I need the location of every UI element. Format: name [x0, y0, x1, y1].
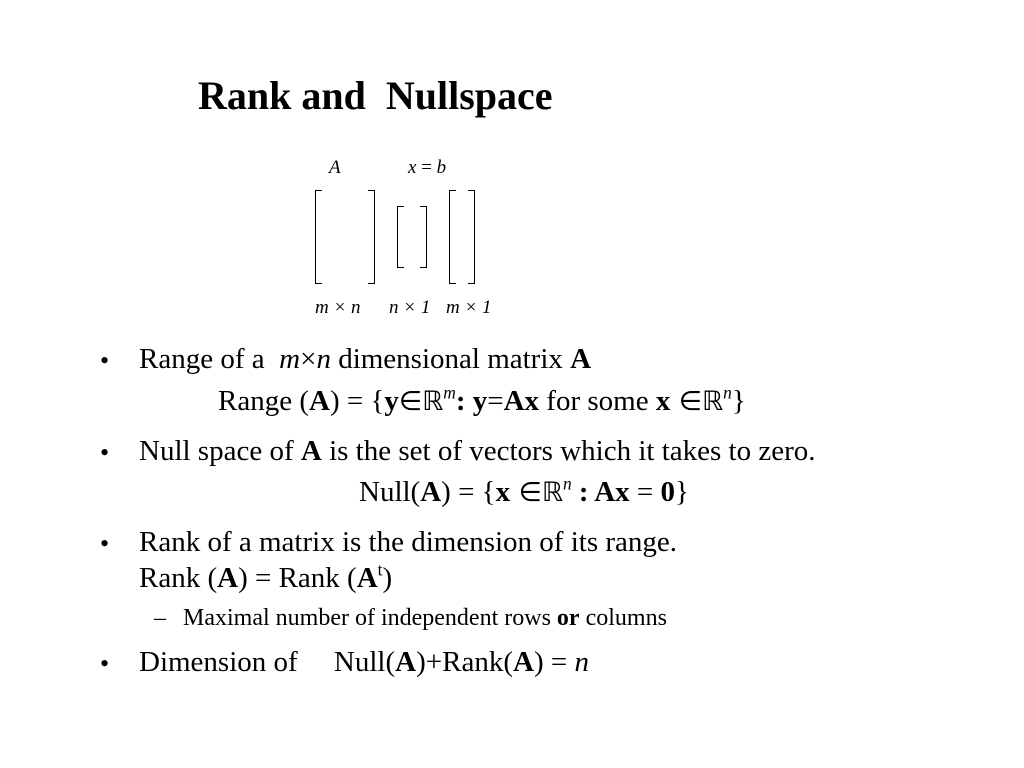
element-of-symbol: ∈ — [398, 386, 423, 417]
matrix-A: A — [513, 646, 534, 678]
rhs-right-bracket — [468, 190, 475, 284]
element-of-symbol: ∈ — [510, 477, 542, 508]
reals-symbol: ℝ — [422, 386, 444, 417]
bold-or: or — [556, 605, 580, 631]
bullet-null-space — [139, 437, 816, 466]
text: columns — [579, 605, 667, 631]
text: Rank ( — [139, 562, 218, 594]
vector-dimension: n × 1 — [389, 297, 431, 318]
text: Range of a — [139, 343, 272, 375]
slide-title: Rank and Nullspace — [198, 73, 553, 118]
bullet-marker: • — [100, 529, 110, 558]
math-n: n — [574, 646, 589, 678]
text: ) = { — [441, 476, 496, 508]
matrix-right-bracket — [368, 190, 375, 284]
colon: : — [571, 476, 595, 508]
text: ) = — [533, 646, 575, 678]
product-Ax: Ax — [503, 385, 540, 417]
rank-transpose-equality — [139, 559, 393, 594]
range-definition — [218, 382, 746, 417]
bullet-rank: Rank of a matrix is the dimension of its range. — [139, 526, 678, 558]
close-brace: } — [675, 476, 689, 508]
text: )+Rank( — [416, 646, 513, 678]
zero-vector: 0 — [660, 476, 676, 508]
reals-symbol: ℝ — [541, 477, 563, 508]
matrix-A: A — [356, 562, 378, 594]
text: for some — [539, 385, 656, 417]
matrix-label: A — [329, 157, 341, 178]
superscript-n: n — [723, 382, 732, 403]
equals: = — [487, 385, 504, 417]
text: ) = { — [329, 385, 385, 417]
matrix-A: A — [395, 646, 417, 678]
matrix-A: A — [570, 343, 592, 375]
product-Ax: Ax — [594, 476, 630, 508]
matrix-A: A — [309, 385, 330, 417]
times: × — [300, 343, 317, 375]
bullet-marker: • — [100, 649, 110, 678]
text: ) = Rank ( — [238, 562, 357, 594]
rhs-left-bracket — [449, 190, 456, 284]
matrix-A: A — [420, 476, 442, 508]
equals: = — [629, 476, 661, 508]
sub-bullet-marker: – — [154, 605, 166, 631]
element-of-symbol: ∈ — [670, 386, 703, 417]
rhs-label: b — [436, 157, 447, 178]
vector-label: x — [408, 157, 417, 178]
reals-symbol: ℝ — [702, 386, 724, 417]
bullet-dimension — [139, 648, 589, 677]
matrix-A: A — [300, 435, 322, 467]
text: Dimension of Null( — [139, 646, 396, 678]
text: ) — [382, 562, 393, 594]
vector-right-bracket — [420, 206, 427, 268]
math-m: m — [279, 343, 301, 375]
equation-label — [408, 157, 446, 179]
vector-x: x — [655, 385, 671, 417]
matrix-left-bracket — [315, 190, 322, 284]
text: Null( — [359, 476, 421, 508]
null-space-definition — [359, 473, 689, 508]
equals-sign: = — [421, 157, 432, 178]
bullet-marker: • — [100, 438, 110, 467]
matrix-dimension: m × n — [315, 297, 361, 318]
text: dimensional matrix — [330, 343, 571, 375]
matrix-A: A — [217, 562, 239, 594]
text: Maximal number of independent rows — [183, 605, 557, 631]
colon: : — [455, 385, 473, 417]
superscript-n: n — [562, 473, 572, 494]
vector-y: y — [472, 385, 488, 417]
rhs-dimension: m × 1 — [446, 297, 492, 318]
vector-left-bracket — [397, 206, 404, 268]
superscript-m: m — [443, 382, 456, 403]
transpose-superscript: t — [377, 559, 383, 580]
text: is the set of vectors which it takes to zero. — [321, 435, 816, 467]
close-brace: } — [731, 385, 746, 417]
bullet-range — [139, 345, 591, 374]
text: Null space of — [139, 435, 301, 467]
bullet-marker: • — [100, 346, 110, 375]
vector-y: y — [384, 385, 399, 417]
text: Range ( — [218, 385, 309, 417]
sub-bullet-rank — [183, 606, 667, 630]
vector-x: x — [495, 476, 511, 508]
math-n: n — [316, 343, 331, 375]
